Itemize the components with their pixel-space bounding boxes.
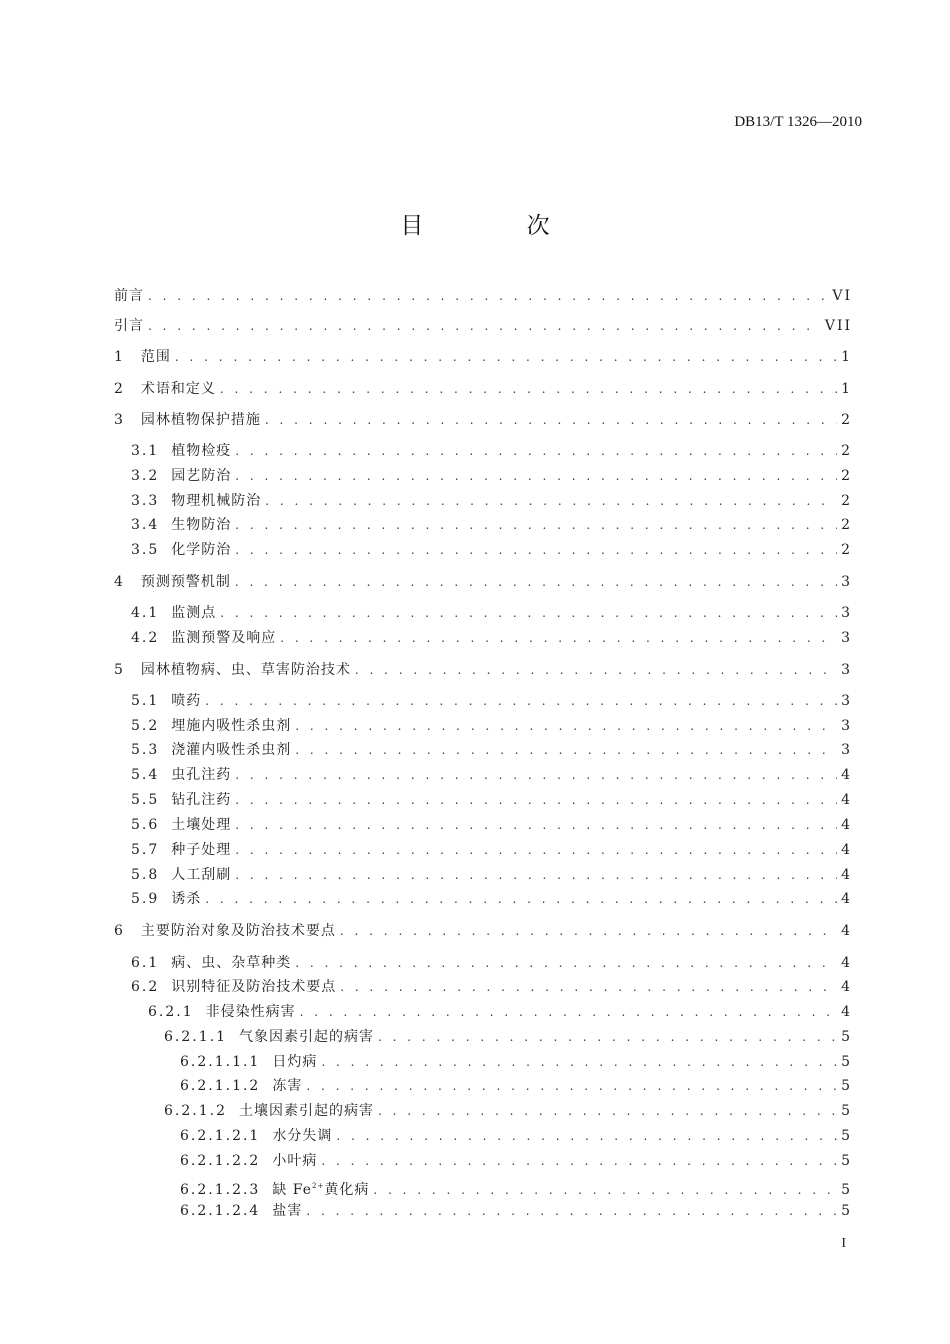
toc-entry-number: 5 <box>114 662 125 678</box>
toc-entry[interactable] <box>164 1028 852 1046</box>
toc-entry-page: 3 <box>841 605 852 621</box>
toc-entry-number: 6.2.1.2.1 <box>180 1128 261 1144</box>
toc-entry-page: 4 <box>841 1004 852 1020</box>
toc-entry-number: 6.2.1.1 <box>164 1029 227 1045</box>
toc-entry-page: 5 <box>841 1128 852 1144</box>
toc-entry[interactable] <box>131 890 852 908</box>
toc-entry-number: 6.2.1.1.1 <box>180 1054 261 1070</box>
toc-entry[interactable] <box>114 317 852 335</box>
toc-entry-number: 1 <box>114 349 125 365</box>
toc-leader-dots <box>235 516 837 534</box>
toc-entry[interactable] <box>114 348 852 366</box>
toc-entry-label: 浇灌内吸性杀虫剂 <box>171 742 292 758</box>
toc-leader-dots <box>148 317 821 335</box>
toc-entry-label: 日灼病 <box>272 1054 318 1070</box>
toc-entry-label: 监测预警及响应 <box>171 630 277 646</box>
toc-entry[interactable] <box>164 1102 852 1120</box>
toc-leader-dots <box>148 287 828 305</box>
toc-entry[interactable] <box>114 380 852 398</box>
toc-leader-dots <box>300 1003 837 1021</box>
toc-entry-number: 6.2.1.2 <box>164 1103 227 1119</box>
toc-entry-number: 6.2.1.1.2 <box>180 1078 261 1094</box>
toc-entry-label: 气象因素引起的病害 <box>238 1029 374 1045</box>
toc-entry-label: 园林植物保护措施 <box>140 412 261 428</box>
toc-entry-page: VI <box>832 288 852 304</box>
toc-entry[interactable] <box>180 1152 852 1170</box>
toc-entry-page: 4 <box>841 792 852 808</box>
toc-entry-label: 虫孔注药 <box>171 767 232 783</box>
toc-entry-page: 1 <box>841 381 852 397</box>
toc-entry-page: 4 <box>841 817 852 833</box>
toc-entry-number: 3.4 <box>131 517 160 533</box>
document-code: DB13/T 1326—2010 <box>734 114 862 130</box>
toc-entry-number: 3.1 <box>131 443 160 459</box>
page-number: I <box>841 1236 846 1251</box>
toc-entry-page: 2 <box>841 542 852 558</box>
toc-entry-page: 4 <box>841 767 852 783</box>
toc-entry-page: 5 <box>841 1182 852 1198</box>
toc-entry-label: 范围 <box>140 349 171 365</box>
toc-entry-superscript: 2+ <box>312 1182 325 1190</box>
toc-entry-page: 2 <box>841 443 852 459</box>
toc-leader-dots <box>235 541 837 559</box>
toc-leader-dots <box>235 866 837 884</box>
toc-entry-label: 缺 $Fe^{2+}$黄化病 <box>272 1182 370 1198</box>
toc-entry-page: 1 <box>841 349 852 365</box>
toc-leader-dots <box>295 717 837 735</box>
toc-entry-page: 4 <box>841 891 852 907</box>
toc-entry-page: 5 <box>841 1078 852 1094</box>
toc-entry[interactable] <box>131 954 852 972</box>
toc-leader-dots <box>235 766 837 784</box>
toc-entry[interactable] <box>148 1003 852 1021</box>
toc-entry-page: 3 <box>841 574 852 590</box>
toc-entry-number: 5.1 <box>131 693 160 709</box>
toc-entry-number: 6.2.1.2.2 <box>180 1153 261 1169</box>
toc-entry-page: 4 <box>841 979 852 995</box>
toc-entry-number: 3.5 <box>131 542 160 558</box>
toc-entry[interactable] <box>180 1202 852 1220</box>
toc-leader-dots <box>235 442 837 460</box>
toc-entry-label: 引言 <box>114 318 144 334</box>
toc-entry-number: 5.5 <box>131 792 160 808</box>
toc-entry-label: 术语和定义 <box>140 381 216 397</box>
toc-entry-number: 6.2 <box>131 979 160 995</box>
toc-entry-label: 化学防治 <box>171 542 232 558</box>
toc-leader-dots <box>373 1181 837 1199</box>
toc-entry-page: 4 <box>841 955 852 971</box>
toc-entry[interactable] <box>131 442 852 460</box>
toc-entry[interactable] <box>131 492 852 510</box>
toc-entry-label: 监测点 <box>171 605 217 621</box>
toc-entry-number: 5.2 <box>131 718 160 734</box>
toc-entry-label: 病、虫、杂草种类 <box>171 955 292 971</box>
toc-entry[interactable] <box>114 573 852 591</box>
toc-entry[interactable] <box>131 766 852 784</box>
toc-leader-dots <box>378 1102 837 1120</box>
toc-leader-dots <box>265 411 837 429</box>
toc-entry-number: 6 <box>114 923 125 939</box>
toc-entry-label: 生物防治 <box>171 517 232 533</box>
toc-entry-number: 5.9 <box>131 891 160 907</box>
toc-entry-label: 预测预警机制 <box>140 574 231 590</box>
toc-entry-page: 4 <box>841 867 852 883</box>
toc-entry-number: 3.3 <box>131 493 160 509</box>
toc-entry-label: 土壤处理 <box>171 817 232 833</box>
toc-leader-dots <box>265 492 837 510</box>
toc-entry-page: 2 <box>841 493 852 509</box>
toc-leader-dots <box>321 1053 837 1071</box>
toc-leader-dots <box>235 791 837 809</box>
toc-leader-dots <box>235 467 837 485</box>
toc-leader-dots <box>235 816 837 834</box>
toc-entry-number: 6.2.1.2.4 <box>180 1203 261 1219</box>
toc-leader-dots <box>280 629 837 647</box>
toc-entry[interactable] <box>180 1053 852 1071</box>
toc-entry-label: 盐害 <box>272 1203 303 1219</box>
toc-leader-dots <box>340 978 837 996</box>
toc-entry[interactable] <box>114 661 852 679</box>
toc-entry[interactable] <box>114 411 852 429</box>
toc-entry-label: 诱杀 <box>171 891 202 907</box>
toc-entry[interactable] <box>131 978 852 996</box>
toc-leader-dots <box>306 1202 837 1220</box>
toc-entry[interactable] <box>131 541 852 559</box>
toc-entry-label: 识别特征及防治技术要点 <box>171 979 337 995</box>
toc-entry-page: 4 <box>841 842 852 858</box>
toc-entry-page: 3 <box>841 662 852 678</box>
toc-entry-page: 5 <box>841 1153 852 1169</box>
toc-entry[interactable] <box>131 516 852 534</box>
toc-entry[interactable] <box>131 816 852 834</box>
toc-leader-dots <box>205 692 837 710</box>
toc-entry-number: 5.8 <box>131 867 160 883</box>
toc-entry-number: 4 <box>114 574 125 590</box>
toc-leader-dots <box>295 741 837 759</box>
toc-entry[interactable] <box>131 791 852 809</box>
toc-leader-dots <box>175 348 837 366</box>
toc-entry-number: 4.1 <box>131 605 160 621</box>
toc-entry-number: 5.3 <box>131 742 160 758</box>
toc-entry[interactable] <box>180 1127 852 1145</box>
toc-entry-number: 4.2 <box>131 630 160 646</box>
toc-entry-number: 3.2 <box>131 468 160 484</box>
toc-entry-label: 土壤因素引起的病害 <box>238 1103 374 1119</box>
toc-leader-dots <box>340 922 837 940</box>
toc-entry-page: 5 <box>841 1054 852 1070</box>
toc-entry[interactable] <box>131 629 852 647</box>
toc-entry-page: VII <box>824 318 852 334</box>
toc-entry-label: 主要防治对象及防治技术要点 <box>140 923 336 939</box>
toc-entry-number: 6.2.1.2.3 <box>180 1182 261 1198</box>
toc-leader-dots <box>205 890 837 908</box>
toc-entry-page: 3 <box>841 742 852 758</box>
toc-entry[interactable] <box>180 1077 852 1095</box>
toc-entry[interactable] <box>131 841 852 859</box>
toc-entry-label: 种子处理 <box>171 842 232 858</box>
toc-entry[interactable] <box>114 287 852 305</box>
toc-entry[interactable] <box>131 741 852 759</box>
toc-entry-label: 前言 <box>114 288 144 304</box>
toc-entry-number: 6.1 <box>131 955 160 971</box>
toc-entry-label: 物理机械防治 <box>171 493 262 509</box>
toc-entry-page: 2 <box>841 468 852 484</box>
toc-entry-label: 冻害 <box>272 1078 303 1094</box>
toc-leader-dots <box>306 1077 837 1095</box>
toc-leader-dots <box>235 841 837 859</box>
toc-entry-page: 5 <box>841 1103 852 1119</box>
toc-entry[interactable] <box>180 1177 852 1199</box>
toc-entry-number: 5.4 <box>131 767 160 783</box>
toc-entry-page: 3 <box>841 693 852 709</box>
toc-entry[interactable] <box>131 866 852 884</box>
toc-leader-dots <box>295 954 837 972</box>
toc-entry[interactable] <box>131 604 852 622</box>
toc-entry-page: 4 <box>841 923 852 939</box>
toc-entry-label: 人工刮刷 <box>171 867 232 883</box>
toc-leader-dots <box>321 1152 837 1170</box>
toc-entry-number: 5.6 <box>131 817 160 833</box>
toc-entry-label: 园林植物病、虫、草害防治技术 <box>140 662 351 678</box>
toc-entry-label: 喷药 <box>171 693 202 709</box>
toc-entry[interactable] <box>114 922 852 940</box>
toc-entry-page: 3 <box>841 718 852 734</box>
toc-leader-dots <box>235 573 837 591</box>
toc-entry-page: 5 <box>841 1203 852 1219</box>
toc-entry-page: 2 <box>841 517 852 533</box>
toc-leader-dots <box>355 661 837 679</box>
toc-leader-dots <box>220 380 837 398</box>
toc-entry-number: 3 <box>114 412 125 428</box>
toc-entry-label: 植物检疫 <box>171 443 232 459</box>
toc-leader-dots <box>378 1028 837 1046</box>
toc-entry-page: 2 <box>841 412 852 428</box>
toc-entry-label: 水分失调 <box>272 1128 333 1144</box>
toc-entry[interactable] <box>131 717 852 735</box>
page-title: 目 次 <box>400 213 598 239</box>
toc-entry-page: 3 <box>841 630 852 646</box>
toc-entry-number: 2 <box>114 381 125 397</box>
toc-entry-label: 钻孔注药 <box>171 792 232 808</box>
toc-entry[interactable] <box>131 692 852 710</box>
toc-entry-number: 6.2.1 <box>148 1004 194 1020</box>
toc-leader-dots <box>336 1127 837 1145</box>
toc-entry-label: 埋施内吸性杀虫剂 <box>171 718 292 734</box>
toc-entry-label: 小叶病 <box>272 1153 318 1169</box>
toc-entry-page: 5 <box>841 1029 852 1045</box>
toc-entry-label: 非侵染性病害 <box>205 1004 296 1020</box>
toc-entry-label: 园艺防治 <box>171 468 232 484</box>
toc-entry-number: 5.7 <box>131 842 160 858</box>
toc-leader-dots <box>220 604 837 622</box>
toc-entry[interactable] <box>131 467 852 485</box>
